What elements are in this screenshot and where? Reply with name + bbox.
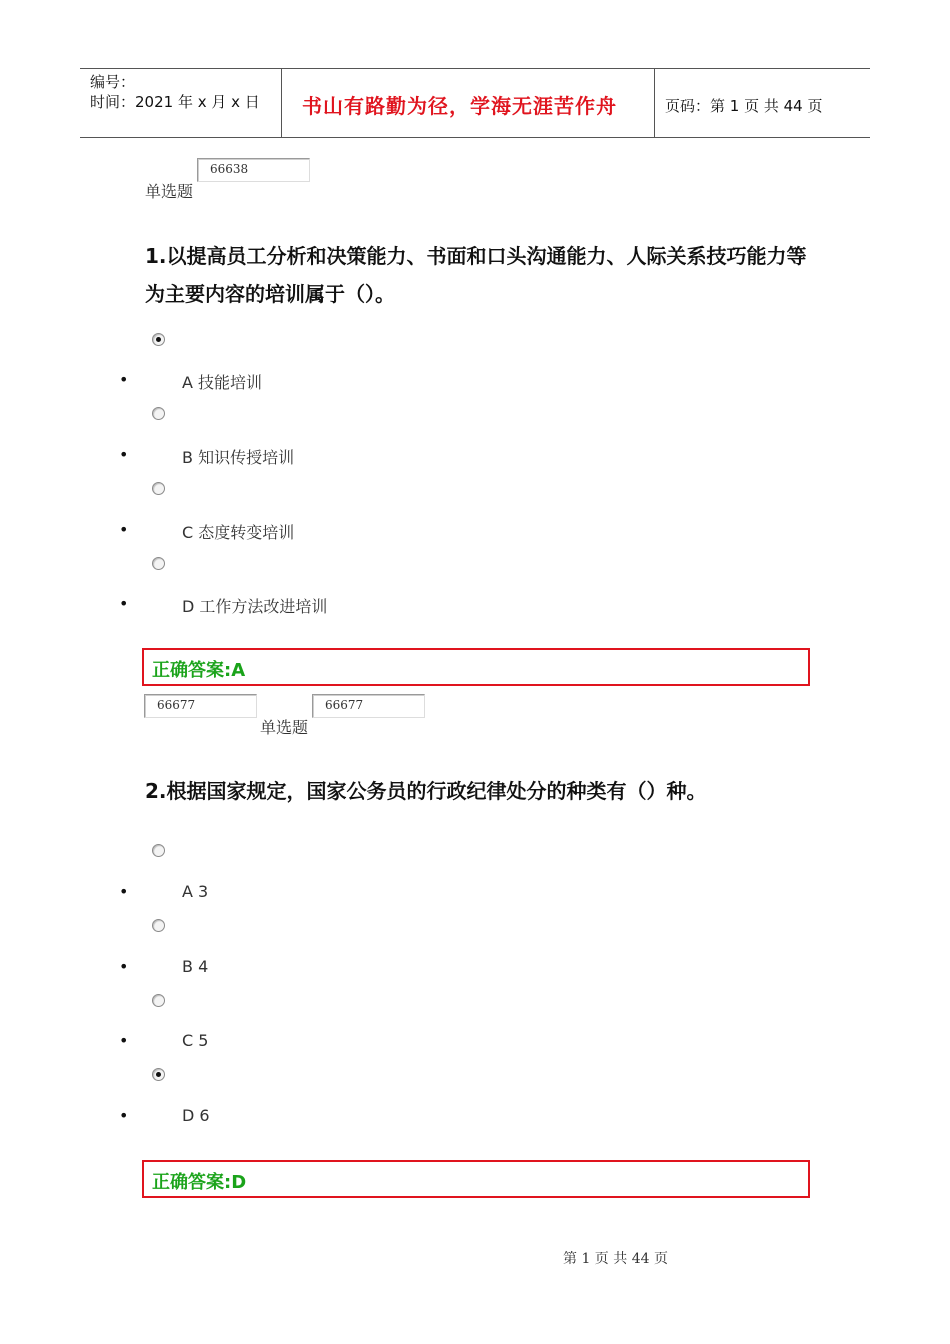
bullet-icon: • — [119, 520, 129, 539]
question-text: 1.以提高员工分析和决策能力、书面和口头沟通能力、人际关系技巧能力等为主要内容的培训属于（）。 — [145, 244, 807, 306]
bullet-icon: • — [119, 594, 129, 613]
page-footer: 第 1 页 共 44 页 — [563, 1251, 668, 1267]
option-radio[interactable] — [152, 919, 165, 932]
option-radio[interactable] — [152, 1068, 165, 1081]
question-id-field[interactable]: 66677 — [312, 694, 425, 718]
option-label: C 5 — [182, 1031, 209, 1050]
bullet-icon: • — [119, 957, 129, 976]
option-radio[interactable] — [152, 333, 165, 346]
option-radio[interactable] — [152, 994, 165, 1007]
option-label: C 态度转变培训 — [182, 523, 295, 542]
option-label: A 3 — [182, 882, 209, 901]
option-radio[interactable] — [152, 407, 165, 420]
option-radio[interactable] — [152, 557, 165, 570]
serial-label: 编号： — [90, 73, 136, 91]
question-text: 2.根据国家规定，国家公务员的行政纪律处分的种类有（）种。 — [145, 779, 707, 803]
header-divider — [654, 69, 655, 137]
question-id-field[interactable]: 66677 — [144, 694, 257, 718]
question-id-field[interactable]: 66638 — [197, 158, 310, 182]
option-label: B 4 — [182, 957, 209, 976]
correct-answer-box: 正确答案:A — [142, 648, 810, 686]
correct-answer-box: 正确答案:D — [142, 1160, 810, 1198]
option-label: A 技能培训 — [182, 373, 263, 392]
time-label: 时间：2021 年 x 月 x 日 — [90, 93, 260, 111]
bullet-icon: • — [119, 882, 129, 901]
radio-selected-dot — [156, 1072, 161, 1077]
page-info: 页码：第 1 页 共 44 页 — [665, 97, 823, 115]
question-type-label: 单选题 — [260, 718, 309, 737]
header-divider — [281, 69, 282, 137]
option-label: D 工作方法改进培训 — [182, 597, 328, 616]
question-type-label: 单选题 — [145, 182, 194, 201]
bullet-icon: • — [119, 1106, 129, 1125]
bullet-icon: • — [119, 445, 129, 464]
motto: 书山有路勤为径，学海无涯苦作舟 — [302, 94, 617, 118]
option-label: D 6 — [182, 1106, 210, 1125]
bullet-icon: • — [119, 370, 129, 389]
option-radio[interactable] — [152, 844, 165, 857]
option-label: B 知识传授培训 — [182, 448, 295, 467]
bullet-icon: • — [119, 1031, 129, 1050]
radio-selected-dot — [156, 337, 161, 342]
option-radio[interactable] — [152, 482, 165, 495]
